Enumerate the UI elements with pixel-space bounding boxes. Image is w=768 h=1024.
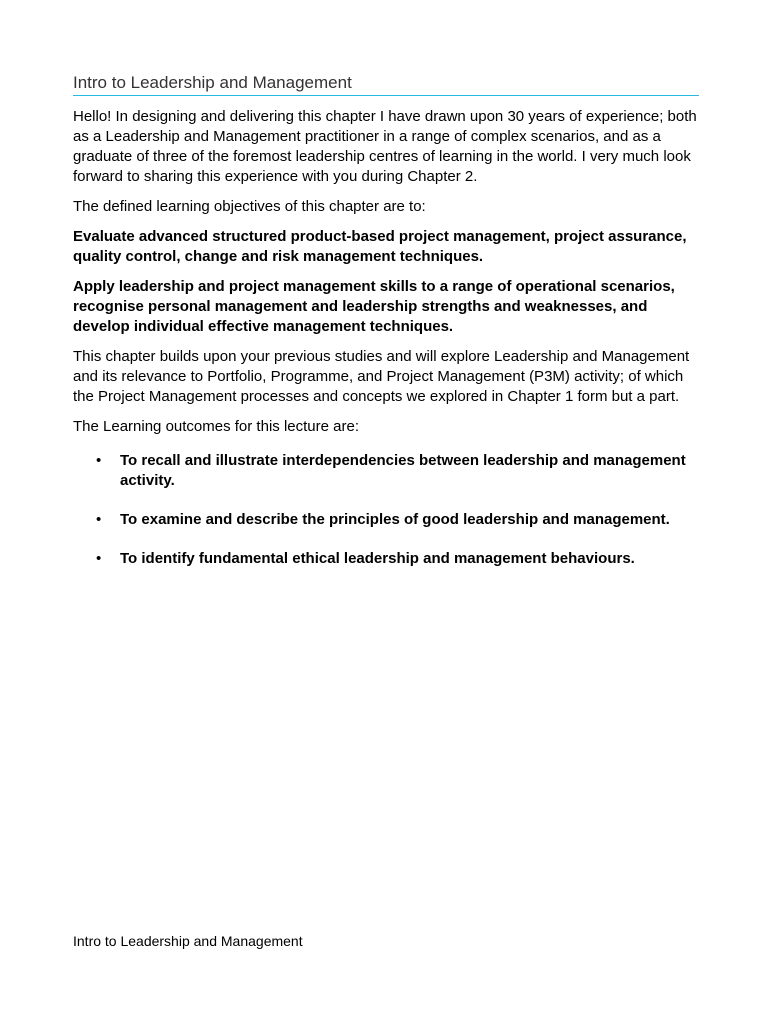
list-item (73, 549, 699, 569)
page-title: Intro to Leadership and Management (73, 72, 699, 96)
list-item (73, 451, 699, 491)
document-body (73, 72, 699, 588)
outcome-text: To identify fundamental ethical leadership and management behaviours. (120, 550, 635, 567)
page-footer: Intro to Leadership and Management (73, 933, 303, 949)
objective-1: Evaluate advanced structured product-based project management, project assurance, quality control, change and risk management techniques. (73, 228, 687, 265)
intro-paragraph: Hello! In designing and delivering this chapter I have drawn upon 30 years of experience; both as a Leadership and Management practitioner in a range of complex scenarios, and as a graduate of three of the foremost leadership centres of learning in the world. I very much look forward to sharing this experience with you during Chapter 2. (73, 108, 697, 185)
chapter-overview-paragraph: This chapter builds upon your previous studies and will explore Leadership and Management and its relevance to Portfolio, Programme, and Project Management (P3M) activity; of which the Project Management processes and concepts we explored in Chapter 1 form but a part. (73, 348, 690, 405)
bullet-icon: • (96, 511, 102, 528)
bullet-icon: • (96, 452, 102, 469)
objectives-intro: The defined learning objectives of this chapter are to: (73, 198, 426, 215)
outcomes-list (73, 451, 699, 569)
outcome-text: To examine and describe the principles of good leadership and management. (120, 511, 670, 528)
outcome-text: To recall and illustrate interdependencies between leadership and management activity. (120, 452, 686, 489)
objective-2: Apply leadership and project management skills to a range of operational scenarios, recognise personal management and leadership strengths and weaknesses, and develop individual effective management techniques. (73, 278, 675, 335)
bullet-icon: • (96, 550, 102, 567)
outcomes-intro: The Learning outcomes for this lecture are: (73, 418, 359, 435)
list-item (73, 510, 699, 530)
